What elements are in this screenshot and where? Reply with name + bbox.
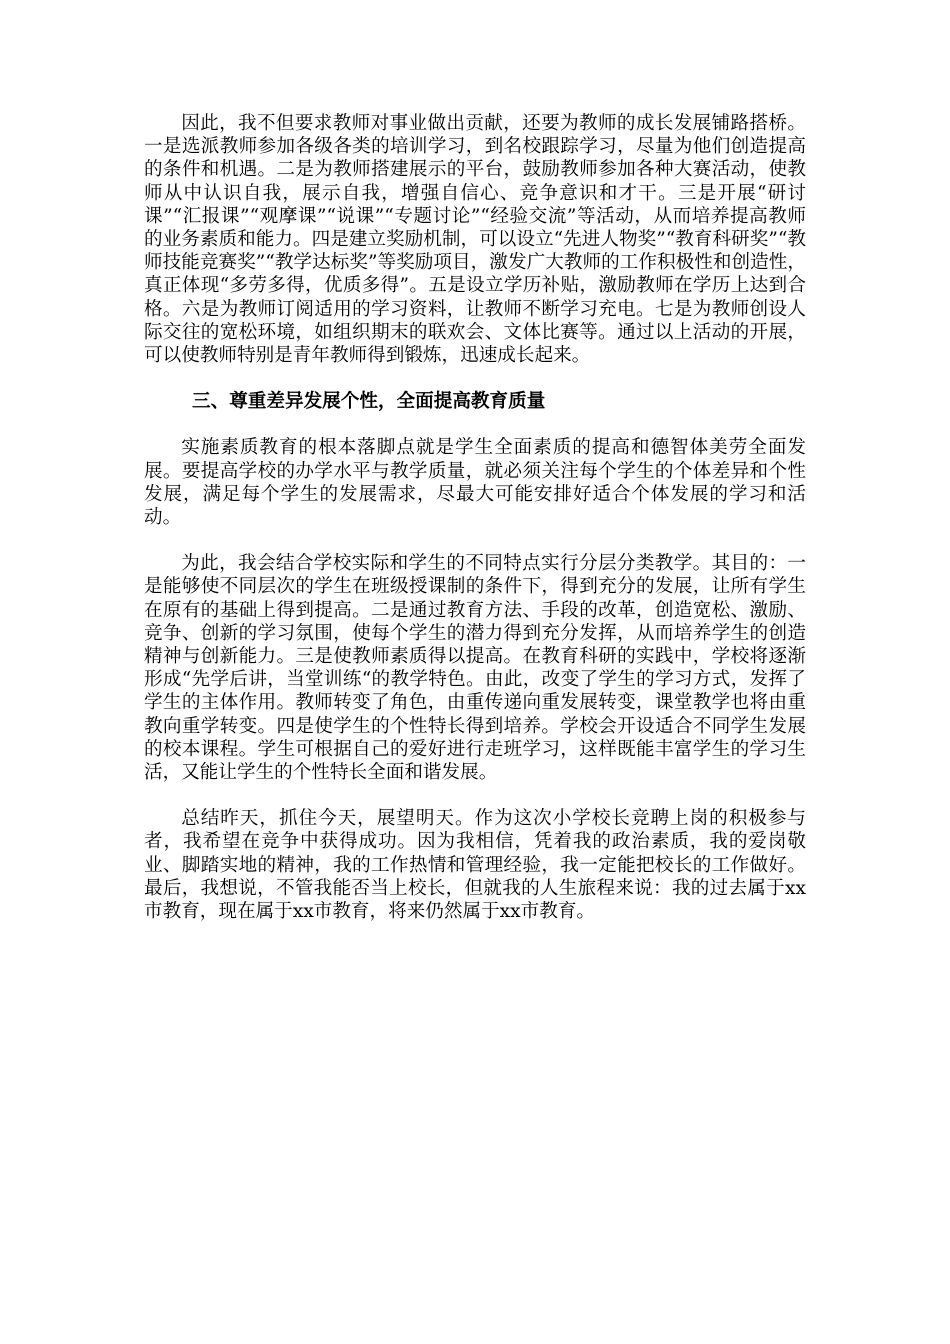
document-page	[144, 112, 806, 923]
paragraph-gap	[144, 413, 806, 436]
paragraph-quality-education: 实施素质教育的根本落脚点就是学生全面素质的提高和德智体美劳全面发展。要提高学校的办学水平与教学质量，就必须关注每个学生的个体差异和个性发展，满足每个学生的发展需求，尽最大可能安排好适合个体发展的学习和活动。	[144, 437, 806, 529]
paragraph-conclusion: 总结昨天，抓住今天，展望明天。作为这次小学校长竞聘上岗的积极参与者，我希望在竞争中获得成功。因为我相信，凭着我的政治素质，我的爱岗敬业、脚踏实地的精神，我的工作热情和管理经验，我一定能把校长的工作做好。最后，我想说，不管我能否当上校长，但就我的人生旅程来说：我的过去属于xx市教育，现在属于xx市教育，将来仍然属于xx市教育。	[144, 808, 806, 923]
section-heading-3: 三、尊重差异发展个性，全面提高教育质量	[192, 391, 546, 413]
paragraph-gap	[144, 784, 806, 807]
paragraph-teacher-development: 因此，我不但要求教师对事业做出贡献，还要为教师的成长发展铺路搭桥。一是选派教师参加各级各类的培训学习，到名校跟踪学习，尽量为他们创造提高的条件和机遇。二是为教师搭建展示的平台，鼓励教师参加各种大赛活动，使教师从中认识自我，展示自我，增强自信心、竞争意识和才干。三是开展“研讨课”“汇报课”“观摩课”“说课”“专题讨论”“经验交流”等活动，从而培养提高教师的业务素质和能力。四是建立奖励机制，可以设立“先进人物奖”“教育科研奖”“教师技能竞赛奖”“教学达标奖”等奖励项目，激发广大教师的工作积极性和创造性，真正体现“多劳多得，优质多得”。五是设立学历补贴，激励教师在学历上达到合格。六是为教师订阅适用的学习资料，让教师不断学习充电。七是为教师创设人际交往的宽松环境，如组织期末的联欢会、文体比赛等。通过以上活动的开展，可以使教师特别是青年教师得到锻炼，迅速成长起来。	[144, 113, 806, 367]
paragraph-gap	[144, 529, 806, 552]
paragraph-gap	[144, 367, 806, 390]
paragraph-layered-teaching: 为此，我会结合学校实际和学生的不同特点实行分层分类教学。其目的：一是能够使不同层次的学生在班级授课制的条件下，得到充分的发展，让所有学生在原有的基础上得到提高。二是通过教育方法、手段的改革，创造宽松、激励、竞争、创新的学习氛围，使每个学生的潜力得到充分发挥，从而培养学生的创造精神与创新能力。三是使教师素质得以提高。在教育科研的实践中，学校将逐渐形成“先学后讲，当堂训练“的教学特色。由此，改变了学生的学习方式，发挥了学生的主体作用。教师转变了角色，由重传递向重发展转变，课堂教学也将由重教向重学转变。四是使学生的个性特长得到培养。学校会开设适合不同学生发展的校本课程。学生可根据自己的爱好进行走班学习，这样既能丰富学生的学习生活，又能让学生的个性特长全面和谐发展。	[144, 553, 806, 784]
